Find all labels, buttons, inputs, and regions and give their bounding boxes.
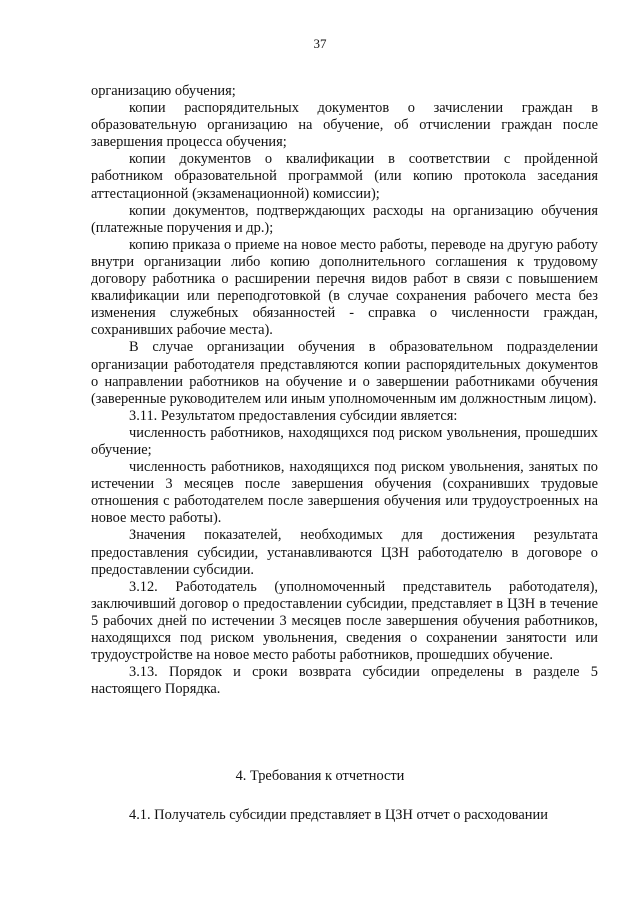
paragraph: численность работников, находящихся под риском увольнения, занятых по истечении 3 месяцев после завершения обучения (сохранивших трудовые отношения с работодателем после завершения обучения или трудоустроенных на новое место работы). — [91, 459, 598, 527]
paragraph: копии документов, подтверждающих расходы на организацию обучения (платежные поручения и др.); — [91, 202, 598, 236]
section-heading: 4. Требования к отчетности — [235, 768, 405, 784]
paragraph: 3.11. Результатом предоставления субсидии является: — [129, 407, 458, 424]
paragraph: 4.1. Получатель субсидии представляет в ЦЗН отчет о расходовании — [129, 807, 548, 823]
paragraph: В случае организации обучения в образовательном подразделении организации работодателя представляются копии распорядительных документов о направлении работников на обучение и о завершении работниками обучения (заверенные руководителем или иным уполномоченным им должностным лицом). — [91, 339, 598, 407]
paragraph: численность работников, находящихся под риском увольнения, прошедших обучение; — [91, 424, 598, 458]
page-number: 37 — [313, 36, 327, 51]
paragraph: организацию обучения; — [91, 83, 236, 99]
paragraph: копию приказа о приеме на новое место работы, переводе на другую работу внутри организации либо копию дополнительного соглашения к трудовому договору работника о расширении перечня видов работ в связи с повышением квалификации или переподготовкой (в случае сохранения рабочего места без изменения служебных обязанностей - справка о численности граждан, сохранивших рабочие места). — [91, 236, 598, 339]
paragraph: 3.12. Работодатель (уполномоченный представитель работодателя), заключивший договор о предоставлении субсидии, представляет в ЦЗН в течение 5 рабочих дней по истечении 3 месяцев после завершения обучения работников, находящихся под риском увольнения, сведения о сохранении занятости или трудоустройстве на новое место работы работников, прошедших обучение. — [91, 578, 598, 664]
paragraph: Значения показателей, необходимых для достижения результата предоставления субсидии, устанавливаются ЦЗН работодателю в договоре о предоставлении субсидии. — [91, 527, 598, 578]
section-body — [91, 807, 598, 824]
paragraph: копии распорядительных документов о зачислении граждан в образовательную организацию на обучение, об отчислении граждан после завершения процесса обучения; — [91, 100, 598, 151]
document-body — [91, 83, 598, 698]
paragraph: копии документов о квалификации в соответствии с пройденной работником образовательной программой (или копию протокола заседания аттестационной (экзаменационной) комиссии); — [91, 151, 598, 202]
paragraph: 3.13. Порядок и сроки возврата субсидии определены в разделе 5 настоящего Порядка. — [91, 664, 598, 698]
